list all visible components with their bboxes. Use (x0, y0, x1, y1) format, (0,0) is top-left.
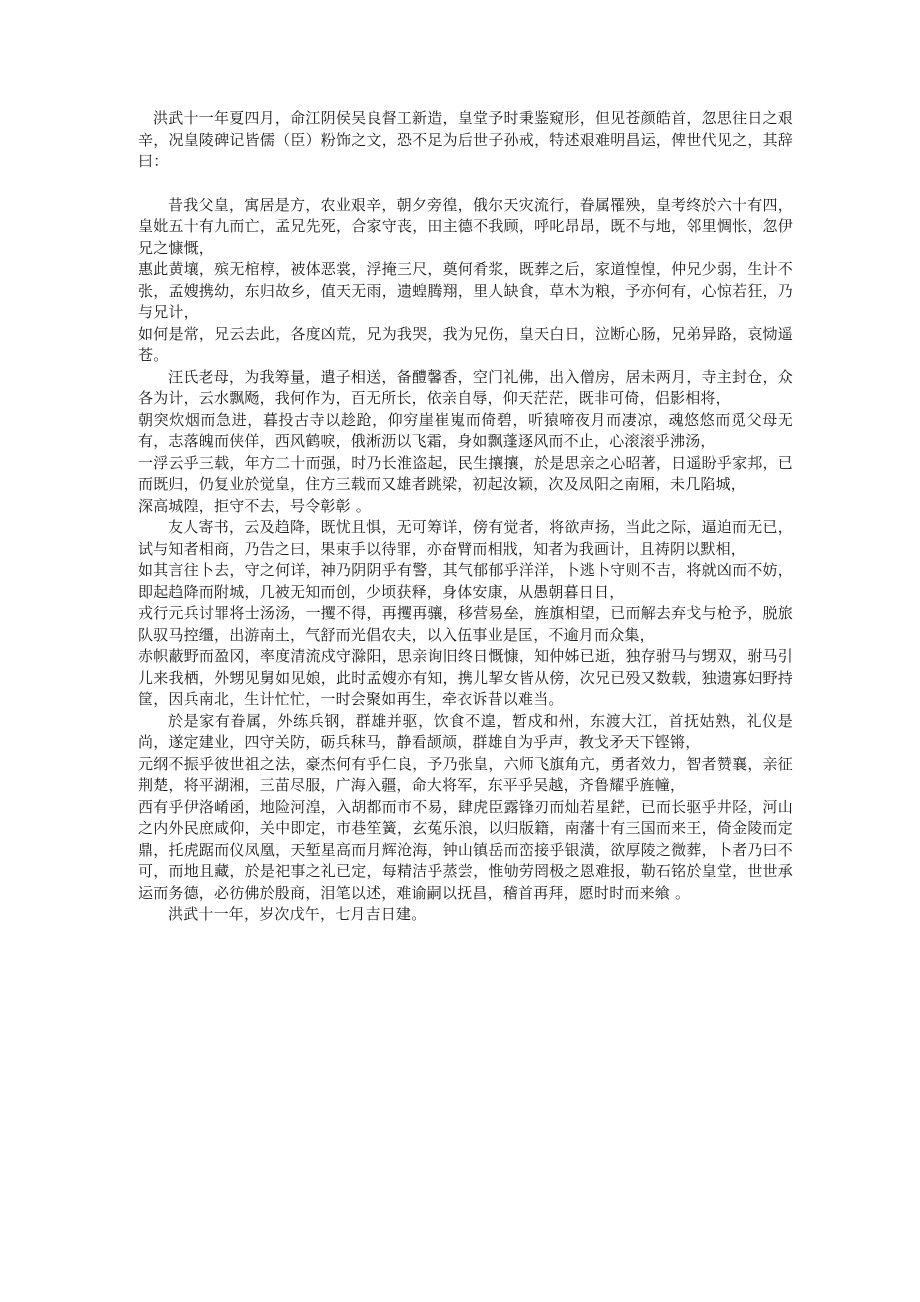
continuation-line: 如何是常，兄云去此，各度凶荒，兄为我哭，我为兄伤，皇天白日，泣断心肠，兄弟异路，哀恸遥苍。 (138, 324, 793, 364)
continuation-line: 朝突炊烟而急进，暮投古寺以趁跄，仰穷崖崔嵬而倚碧，听猿啼夜月而凄凉，魂悠悠而觅父母无有，志落魄而侠佯，西风鹤唳，俄淅沥以飞霜，身如飘蓬逐风而不止，心滚滚乎沸汤， (138, 410, 793, 450)
continuation-line: 如其言往卜去，守之何详，神乃阴阴乎有警，其气郁郁乎洋洋，卜逃卜守则不吉，将就凶而不妨，即起趋降而附城，几被无知而创，少顷获释，身体安康，从愚朝暮日日， (138, 561, 793, 601)
continuation-line: 赤帜蔽野而盈冈，率度清流戍守滁阳，思亲询旧终日慨慷，知仲姊已逝，独存驸马与甥双，驸马引儿来我栖，外甥见舅如见娘，此时孟嫂亦有知，携儿挈女皆从傍，次兄已殁又数载，独遗寡妇野持筐，因兵南北，生计忙忙，一时会聚如再生，牵衣诉昔以难当。 (138, 647, 793, 708)
paragraph: 汪氏老母，为我筹量，遣子相送，备醴馨香，空门礼佛，出入僧房，居未两月，寺主封仓，众各为计，云水飘飏，我何作为，百无所长，依亲自辱，仰天茫茫，既非可倚，侣影相将， (138, 367, 793, 407)
continuation-line: 一浮云乎三载，年方二十而强，时乃长淮盗起，民生攘攘，於是思亲之心昭著，日遥盼乎家邦，已而既归，仍复业於觉皇，住方三载而又雄者跳梁，初起汝颖，次及凤阳之南厢，未几陷城， (138, 453, 793, 493)
document-body (138, 108, 793, 926)
continuation-line: 惠此黄壤，殡无棺椁，被体恶裳，浮掩三尺，奠何肴浆，既葬之后，家道惶惶，仲兄少弱，生计不张，孟嫂携幼，东归故乡，值天无雨，遗蝗腾翔，里人缺食，草木为粮，予亦何有，心惊若狂，乃与兄计， (138, 260, 793, 321)
paragraph: 昔我父皇，寓居是方，农业艰辛，朝夕旁徨，俄尔天灾流行，眷属罹殃，皇考终於六十有四，皇妣五十有九而亡，孟兄先死，合家守丧，田主德不我顾，呼叱昂昂，既不与地，邻里惆怅，忽伊兄之慷慨， (138, 195, 793, 257)
paragraph: 洪武十一年，岁次戊午，七月吉日建。 (168, 905, 427, 923)
continuation-line: 西有乎伊洛崤函，地险河湟，入胡都而市不易，肆虎臣露锋刃而灿若星鋩，已而长驱乎井陉，河山之内外民庶咸仰，关中即定，市巷笙簧，玄菟乐浪，以归版籍，南藩十有三国而来王，倚金陵而定鼎，托虎踞而仪凤凰，天堑星高而月辉沧海，钟山镇岳而峦接乎银潢，欲厚陵之微葬，卜者乃曰不可，而地且藏，於是祀事之礼已定，每精洁乎蒸尝，惟劬劳罔极之恩难报，勒石铭於皇堂，世世承运而务德，必彷佛於殷商，泪笔以述，难谕嗣以抚昌，稽首再拜，愿时时而来飨 。 (138, 797, 793, 902)
continuation-line: 深高城隍，拒守不去，号令彰彰 。 (138, 496, 371, 515)
inscription-text (138, 195, 793, 926)
continuation-line: 元纲不振乎彼世祖之法，豪杰何有乎仁良，予乃张皇，六师飞旗角亢，勇者效力，智者赞襄，亲征荆楚，将平湖湘，三苗尽服，广海入疆，命大将军，东平乎吴越，齐鲁耀乎旌幢， (138, 754, 793, 794)
paragraph-gap (138, 173, 793, 195)
intro-paragraph: 洪武十一年夏四月，命江阴侯吴良督工新造，皇堂予时秉鉴窥形，但见苍颜皓首，忽思往日之艰辛，况皇陵碑记皆儒（臣）粉饰之文，恐不足为后世子孙戒，特述艰难明昌运，俾世代见之，其辞曰： (138, 109, 793, 170)
paragraph: 於是家有眷属，外练兵钢，群雄并驱，饮食不遑，暂戍和州，东渡大江，首抚姑熟，礼仪是尚，遂定建业，四守关防，砺兵秣马，静看颉颃，群雄自为乎声，教戈矛天下铿锵， (138, 711, 793, 751)
paragraph: 友人寄书，云及趋降，既忧且惧，无可筹详，傍有觉者，将欲声扬，当此之际，逼迫而无已，试与知者相商，乃告之曰，果束手以待罪，亦奋臂而相戕，知者为我画计，且祷阴以默相， (138, 518, 793, 558)
continuation-line: 戎行元兵讨罪将士汤汤，一攫不得，再攫再骧，移营易垒，旌旗相望，已而解去弃戈与枪予，脱旅队驭马控缰，出游南土，气舒而光倡农夫，以入伍事业是匡，不逾月而众集， (138, 604, 793, 644)
